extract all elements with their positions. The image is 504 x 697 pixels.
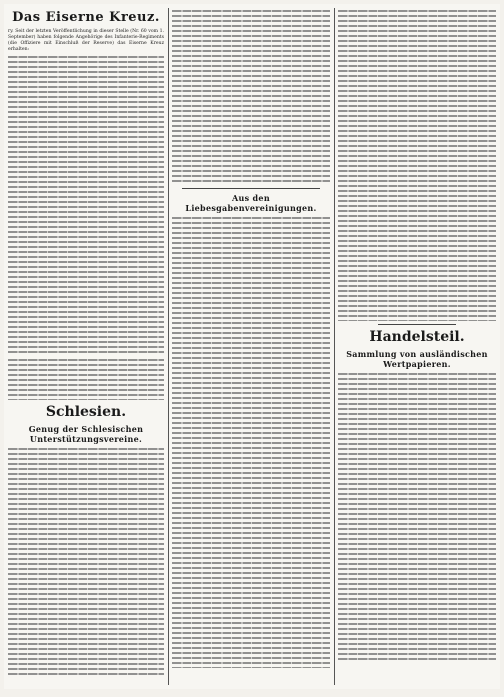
section-heading-handelsteil: Handelsteil. [369, 329, 465, 345]
divider [182, 188, 320, 189]
article-heading: Genug der Schlesischen Unterstützungsvereine. [28, 424, 144, 445]
article-body [338, 9, 496, 321]
column-3 [338, 8, 496, 685]
article-body [172, 216, 330, 668]
article-body [8, 358, 164, 400]
column-rule [334, 8, 335, 685]
article-heading: Aus den Liebesgabenvereinigungen. [185, 193, 317, 213]
column-rule [168, 8, 169, 685]
column-2 [172, 8, 330, 685]
article-body [8, 447, 164, 677]
divider [378, 324, 456, 325]
headline-eisernes-kreuz: Das Eiserne Kreuz. [12, 10, 160, 25]
article-body [338, 372, 496, 662]
article-body [172, 9, 330, 185]
article-lead: ry. Seit der letzten Veröffentlichung in dieser Stelle (Nr. 60 vom 1. September) haben folgende Angehörige des Infanterie-Regiments (die Offiziere mit Einschluß der Reserve) das Eiserne Kreuz erhalten: [8, 29, 164, 53]
article-body [8, 55, 164, 355]
article-heading: Sammlung von ausländischen Wertpapieren. [346, 349, 488, 369]
column-1 [8, 8, 164, 685]
section-heading-schlesien: Schlesien. [45, 404, 127, 421]
newspaper-page [4, 4, 500, 689]
